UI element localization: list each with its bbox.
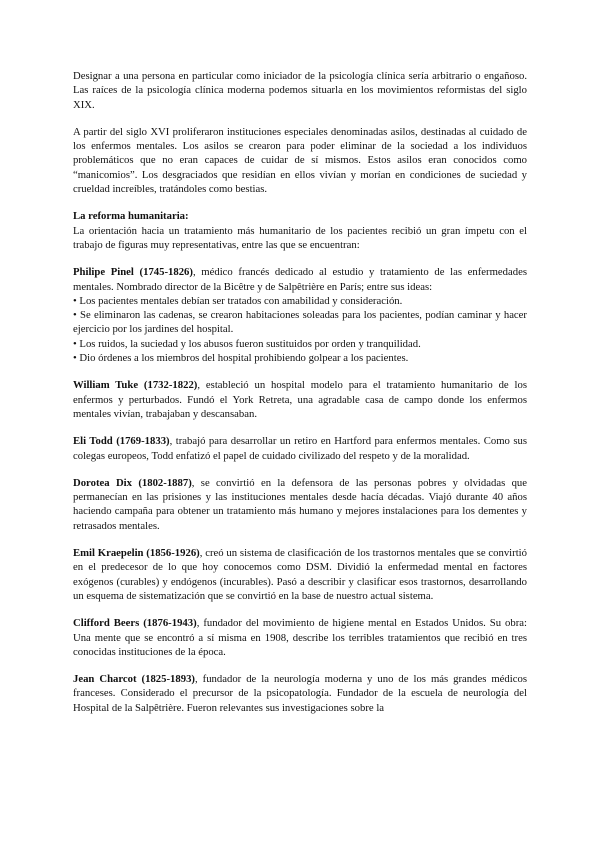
figure-text: , trabajó para desarrollar un retiro en Hartford para enfermos mentales. Como sus colegas europeos, Todd enfatizó el papel de cuidado civilizado del respeto y de la moralidad. bbox=[73, 435, 527, 462]
figure-name: Jean Charcot (1825-1893) bbox=[73, 673, 195, 686]
figure-charcot bbox=[73, 672, 527, 715]
figure-pinel bbox=[73, 265, 527, 294]
section-heading: La reforma humanitaria: bbox=[73, 210, 189, 223]
figure-text: , fundador de la neurología moderna y uno de los más grandes médicos franceses. Considerado el precursor de la psicopatología. Fundador de la escuela de neurología del Hospital de la Salpêtrière. Fueron relevantes sus investigaciones sobre la bbox=[73, 673, 527, 714]
figure-beers bbox=[73, 616, 527, 659]
figure-tuke bbox=[73, 378, 527, 421]
document-body bbox=[73, 69, 527, 715]
list-item: • Se eliminaron las cadenas, se crearon habitaciones soleadas para los pacientes, podían caminar y hacer ejercicio por los jardines del hospital. bbox=[73, 308, 527, 337]
list-item: • Los ruidos, la suciedad y los abusos fueron sustituidos por orden y tranquilidad. bbox=[73, 337, 527, 351]
figure-kraepelin bbox=[73, 546, 527, 603]
figure-name: Philipe Pinel (1745-1826) bbox=[73, 266, 193, 279]
pinel-ideas-list bbox=[73, 294, 527, 365]
figure-text: , se convirtió en la defensora de las personas pobres y olvidadas que permanecían en las prisiones y las instituciones mentales desde hacía décadas. Viajó durante 40 años haciendo campaña para obtener un tratamiento más humano y mejores instalaciones para los dementes y retrasados mentales. bbox=[73, 476, 528, 532]
figure-todd bbox=[73, 434, 527, 463]
figure-name: Dorotea Dix (1802-1887) bbox=[73, 476, 192, 489]
figure-name: Emil Kraepelin (1856-1926) bbox=[73, 547, 200, 560]
figure-name: Clifford Beers (1876-1943) bbox=[73, 617, 197, 630]
figure-dix bbox=[73, 476, 527, 533]
figure-text: , estableció un hospital modelo para el tratamiento humanitario de los enfermos y perturbados. Fundó el York Retreta, una agradable casa de campo donde los enfermos mentales vivían, trabajaban y descansaban. bbox=[73, 379, 527, 420]
figure-text: , médico francés dedicado al estudio y tratamiento de las enfermedades mentales. Nombrado director de la Bicêtre y de Salpêtrière en París; entre sus ideas: bbox=[73, 266, 527, 293]
figure-text: , creó un sistema de clasificación de los trastornos mentales que se convirtió en el predecesor de lo que hoy conocemos como DSM. Dividió la enfermedad mental en factores exógenos (curables) y endógenos (incurables). Pasó a describir y clasificar esos trastornos, desarrollando un esquema de sistematización que se convirtió en la base de nuestro actual sistema. bbox=[73, 547, 527, 602]
figure-name: William Tuke (1732-1822) bbox=[73, 379, 198, 392]
list-item: • Dio órdenes a los miembros del hospital prohibiendo golpear a los pacientes. bbox=[73, 351, 527, 365]
figure-name: Eli Todd (1769-1833) bbox=[73, 435, 170, 448]
asylums-paragraph: A partir del siglo XVI proliferaron instituciones especiales denominadas asilos, destinadas al cuidado de los enfermos mentales. Los asilos se crearon para poder eliminar de la sociedad a los individuos problemáticos que no eran capaces de cuidar de sí mismos. Estos asilos eran conocidos como “manicomios”. Los desgraciados que residían en ellos vivían y morían en condiciones de suciedad y crueldad increíbles, tratándoles como bestias. bbox=[73, 125, 527, 196]
figure-text: , fundador del movimiento de higiene mental en Estados Unidos. Su obra: Una mente que se encontró a sí misma en 1908, describe los terribles tratamientos que recibió en tres conocidas instituciones de la época. bbox=[73, 617, 527, 658]
list-item: • Los pacientes mentales debían ser tratados con amabilidad y consideración. bbox=[73, 294, 527, 308]
reform-paragraph: La orientación hacia un tratamiento más humanitario de los pacientes recibió un gran ímpetu con el trabajo de figuras muy representativas, entre las que se encuentran: bbox=[73, 224, 527, 251]
intro-paragraph: Designar a una persona en particular como iniciador de la psicología clínica sería arbitrario o engañoso. Las raíces de la psicología clínica moderna podemos situarla en los movimientos reformistas del siglo XIX. bbox=[73, 70, 527, 111]
